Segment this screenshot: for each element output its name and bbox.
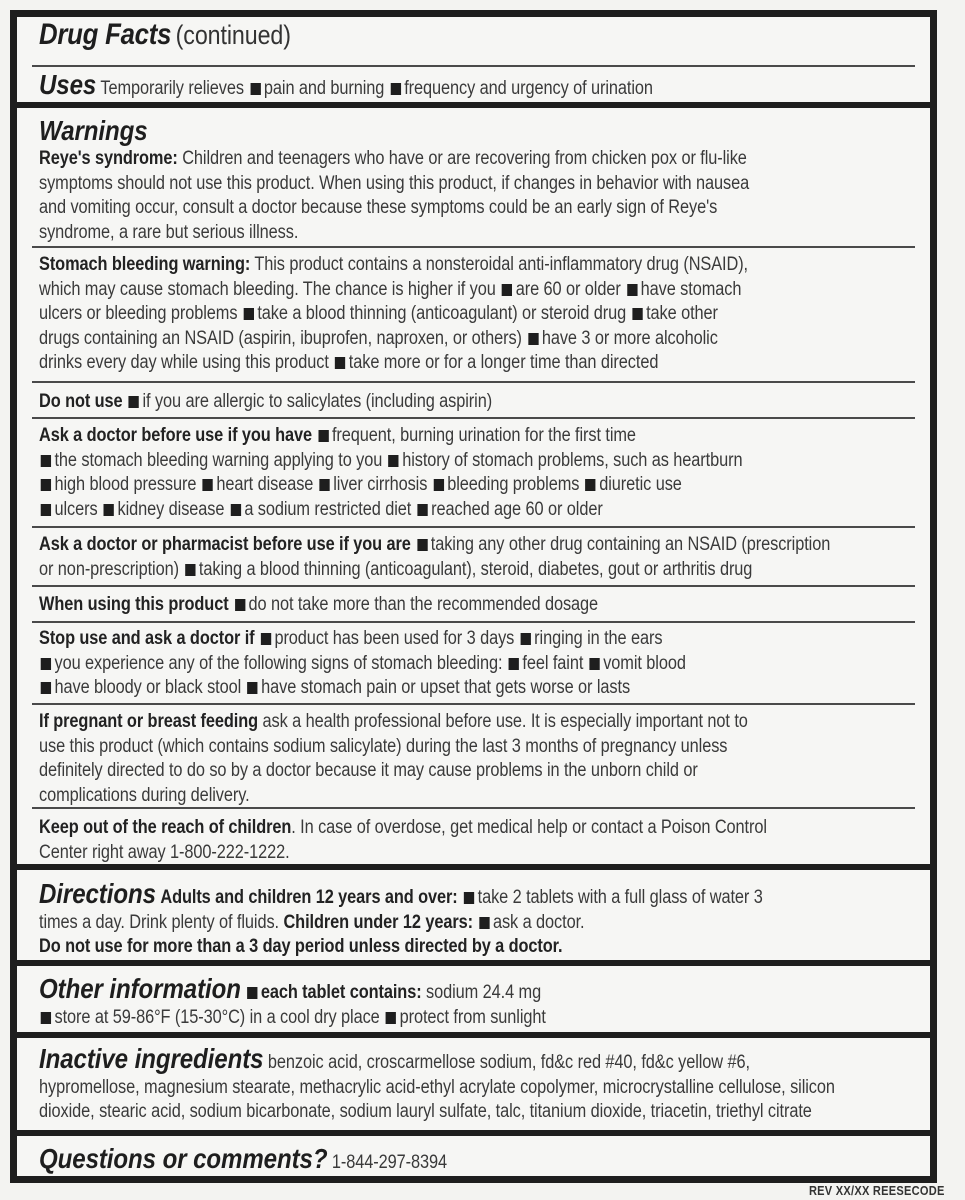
stomach-text: take more or for a longer time than directed [348,352,659,374]
pregnant-text: definitely directed to do so by a doctor because it may cause problems in the unborn child or [39,760,698,782]
warnings-heading: Warnings [39,115,148,146]
ask-doctor-item: diuretic use [599,474,682,496]
bullet-icon [247,682,257,694]
stomach-text: drugs containing an NSAID (aspirin, ibuprofen, naproxen, or others) [39,327,522,349]
keep-out-section [39,816,929,865]
do-not-use-item: if you are allergic to salicylates (including aspirin) [142,391,493,412]
section-divider [17,960,930,966]
bullet-icon [247,987,257,999]
ask-doctor-item: liver cirrhosis [333,474,428,496]
section-divider [17,1032,930,1038]
bullet-icon [319,479,329,491]
ask-doctor-item: ulcers [54,498,98,520]
bullet-icon [390,83,400,95]
divider [32,65,915,67]
tablet-label: each tablet contains: [260,982,422,1003]
reyes-text: and vomiting occur, consult a doctor because these symptoms could be an early sign of Reye's [39,197,718,219]
bullet-icon [41,682,51,694]
uses-intro: Temporarily relieves [100,78,244,99]
inactive-heading: Inactive ingredients [39,1043,264,1074]
reyes-text: Children and teenagers who have or are recovering from chicken pox or flu-like [182,148,747,169]
bullet-icon [502,284,512,296]
bullet-icon [632,308,642,320]
adults-cont: times a day. Drink plenty of fluids. [39,911,279,933]
bullet-icon [261,633,271,645]
ask-doctor-item: frequent, burning urination for the first time [331,425,636,446]
bullet-icon [203,479,213,491]
bullet-icon [104,504,114,516]
reyes-label: Reye's syndrome: [39,148,178,169]
store-text: store at 59-86°F (15-30°C) in a cool dry place [54,1006,380,1028]
adults-label: Adults and children 12 years and over: [160,887,458,908]
divider [32,807,915,809]
bullet-icon [417,539,427,551]
stop-use-item: you experience any of the following signs of stomach bleeding: [54,652,503,674]
section-divider [17,864,930,870]
children-item: ask a doctor. [492,911,585,933]
bullet-icon [244,308,254,320]
bullet-icon [388,455,398,467]
bullet-icon [250,83,260,95]
questions-heading: Questions or comments? [39,1143,328,1174]
section-divider [17,102,930,108]
ask-doctor-item: kidney disease [117,498,225,520]
pregnant-section [39,710,929,808]
questions-phone: 1-844-297-8394 [331,1152,448,1173]
warnings-section [39,115,929,245]
ask-pharmacist-item: or non-prescription) [39,558,179,580]
stomach-text: are 60 or older [515,278,621,300]
stop-use-item: vomit blood [603,652,686,674]
ask-doctor-item: the stomach bleeding warning applying to you [54,449,383,471]
stomach-text: take other [646,303,718,325]
bullet-icon [41,658,51,670]
bullet-icon [41,455,51,467]
keep-out-text: . In case of overdose, get medical help or contact a Poison Control [291,817,767,838]
bullet-icon [509,658,519,670]
ask-doctor-item: a sodium restricted diet [244,498,412,520]
bullet-icon [318,430,328,442]
inactive-text: dioxide, stearic acid, sodium bicarbonate, sodium lauryl sulfate, talc, titanium dioxide, triacetin, triethyl citrate [39,1101,812,1123]
bullet-icon [417,504,427,516]
do-not-use-label: Do not use [39,391,123,412]
stomach-text: have 3 or more alcoholic [541,327,718,349]
children-label: Children under 12 years: [283,911,474,933]
ask-pharmacist-label: Ask a doctor or pharmacist before use if you are [39,534,411,555]
divider [32,526,915,528]
divider [32,417,915,419]
uses-item: pain and burning [263,78,385,99]
bullet-icon [589,658,599,670]
ask-pharmacist-item: taking a blood thinning (anticoagulant), steroid, diabetes, gout or arthritis drug [198,558,753,580]
divider [32,703,915,705]
inactive-section [39,1043,929,1125]
bullet-icon [520,633,530,645]
bullet-icon [41,1012,51,1024]
divider [32,381,915,383]
stomach-bleeding-section [39,253,929,376]
ask-doctor-item: high blood pressure [54,474,197,496]
reyes-text: syndrome, a rare but serious illness. [39,221,299,243]
divider [32,621,915,623]
uses-section [39,69,929,102]
divider [32,246,915,248]
ask-doctor-section [39,424,929,522]
stop-use-item: product has been used for 3 days [274,628,515,649]
stomach-text: have stomach [640,278,742,300]
uses-item: frequency and urgency of urination [404,78,653,99]
bullet-icon [528,333,538,345]
reyes-text: symptoms should not use this product. When using this product, if changes in behavior with nausea [39,172,750,194]
stop-use-label: Stop use and ask a doctor if [39,628,255,649]
keep-out-text: Center right away 1-800-222-1222. [39,841,290,863]
stop-use-section [39,627,929,701]
do-not-use-section [39,390,929,415]
ask-pharmacist-section [39,533,929,582]
bullet-icon [231,504,241,516]
bullet-icon [627,284,637,296]
protect-text: protect from sunlight [399,1006,546,1028]
ask-doctor-item: history of stomach problems, such as heartburn [402,449,743,471]
other-info-section [39,973,929,1030]
adults-item: take 2 tablets with a full glass of water 3 [477,887,763,908]
questions-section [39,1143,929,1176]
bullet-icon [335,357,345,369]
title-main: Drug Facts [39,18,172,51]
bullet-icon [41,479,51,491]
bullet-icon [433,479,443,491]
stomach-label: Stomach bleeding warning: [39,254,251,275]
directions-limit: Do not use for more than a 3 day period unless directed by a doctor. [39,936,563,958]
stop-use-item: have stomach pain or upset that gets worse or lasts [261,677,631,699]
stomach-text: which may cause stomach bleeding. The chance is higher if you [39,278,496,300]
stop-use-item: have bloody or black stool [54,677,242,699]
when-using-section [39,593,929,618]
stomach-text: ulcers or bleeding problems [39,303,238,325]
bullet-icon [129,396,139,408]
inactive-text: hypromellose, magnesium stearate, methacrylic acid-ethyl acrylate copolymer, microcrystalline cellulose, silicon [39,1076,835,1098]
stomach-text: This product contains a nonsteroidal anti-inflammatory drug (NSAID), [254,254,749,275]
directions-heading: Directions [39,878,156,909]
bullet-icon [464,892,474,904]
directions-section [39,878,929,960]
ask-doctor-item: heart disease [216,474,314,496]
ask-pharmacist-item: taking any other drug containing an NSAID (prescription [430,534,831,555]
bullet-icon [586,479,596,491]
keep-out-label: Keep out of the reach of children [39,817,292,838]
bullet-icon [386,1012,396,1024]
stop-use-item: ringing in the ears [534,628,663,649]
revision-code: REV XX/XX REESECODE [809,1183,945,1198]
pregnant-label: If pregnant or breast feeding [39,711,259,732]
bullet-icon [235,599,245,611]
pregnant-text: ask a health professional before use. It is especially important not to [262,711,748,732]
ask-doctor-item: bleeding problems [447,474,580,496]
inactive-text: benzoic acid, croscarmellose sodium, fd&c red #40, fd&c yellow #6, [267,1052,750,1073]
stomach-text: take a blood thinning (anticoagulant) or steroid drug [257,303,627,325]
stop-use-item: feel faint [522,652,584,674]
pregnant-text: use this product (which contains sodium salicylate) during the last 3 months of pregnancy unless [39,735,728,757]
uses-heading: Uses [39,69,97,100]
ask-doctor-item: reached age 60 or older [431,498,603,520]
bullet-icon [41,504,51,516]
section-divider [17,1130,930,1136]
tablet-value: sodium 24.4 mg [426,982,542,1003]
title-block [39,18,929,52]
title-sub: (continued) [175,20,291,50]
divider [32,585,915,587]
ask-doctor-label: Ask a doctor before use if you have [39,425,313,446]
pregnant-text: complications during delivery. [39,784,250,806]
drug-facts-panel [10,10,937,1183]
bullet-icon [479,917,489,929]
when-using-label: When using this product [39,594,229,615]
bullet-icon [185,564,195,576]
other-info-heading: Other information [39,973,241,1004]
stomach-text: drinks every day while using this product [39,352,329,374]
when-using-item: do not take more than the recommended dosage [248,594,599,615]
